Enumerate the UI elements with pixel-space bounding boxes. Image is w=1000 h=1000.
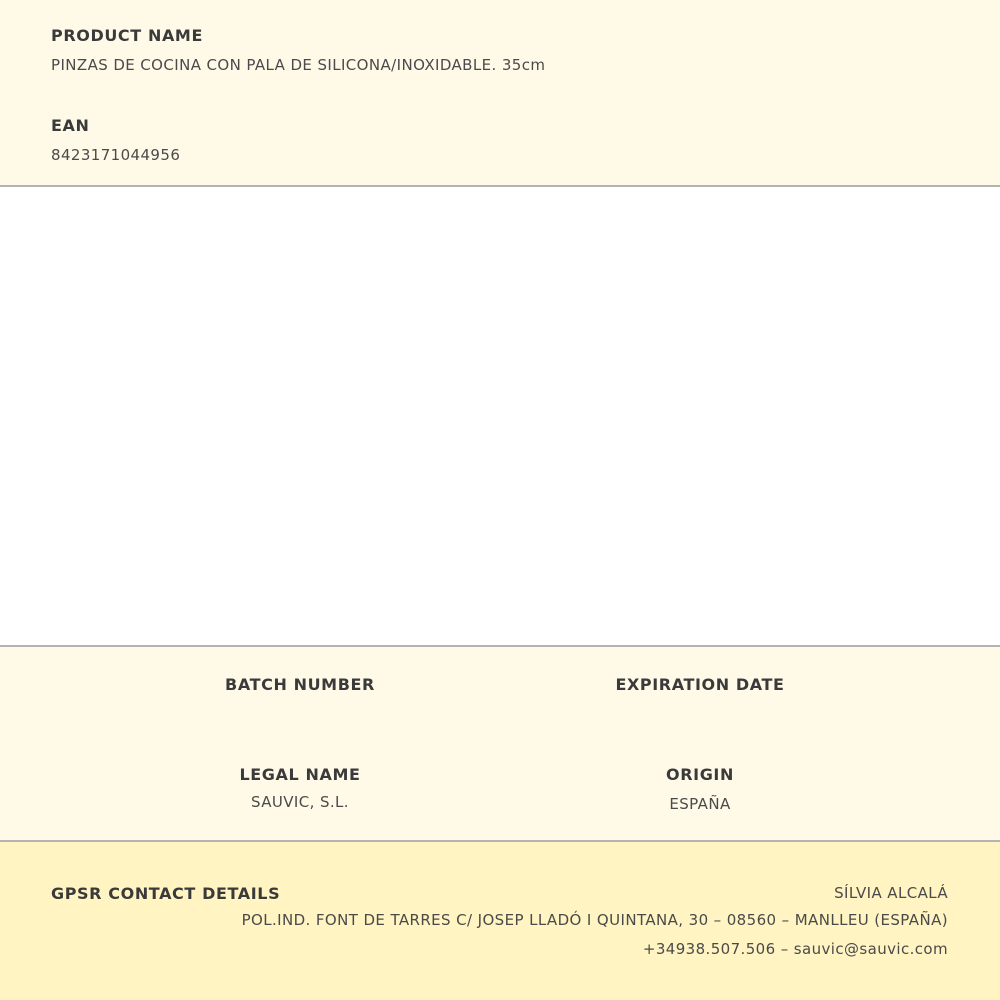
legal-name-label: LEGAL NAME bbox=[239, 765, 361, 784]
details-section bbox=[0, 645, 1000, 842]
gpsr-phone-email: +34938.507.506 – sauvic@sauvic.com bbox=[642, 940, 948, 958]
blank-area bbox=[0, 187, 1000, 645]
origin-value: ESPAÑA bbox=[669, 795, 731, 813]
origin-label: ORIGIN bbox=[666, 765, 734, 784]
legal-name-value: SAUVIC, S.L. bbox=[251, 793, 349, 811]
ean-label: EAN bbox=[51, 116, 90, 135]
product-name-label: PRODUCT NAME bbox=[51, 26, 203, 45]
gpsr-label: GPSR CONTACT DETAILS bbox=[51, 884, 281, 903]
expiration-date-label: EXPIRATION DATE bbox=[615, 675, 785, 694]
ean-value: 8423171044956 bbox=[51, 146, 181, 164]
gpsr-contact-name: SÍLVIA ALCALÁ bbox=[834, 884, 948, 902]
gpsr-address: POL.IND. FONT DE TARRES C/ JOSEP LLADÓ I QUINTANA, 30 – 08560 – MANLLEU (ESPAÑA) bbox=[241, 911, 948, 929]
product-name-value: PINZAS DE COCINA CON PALA DE SILICONA/INOXIDABLE. 35cm bbox=[51, 56, 546, 74]
gpsr-section bbox=[0, 842, 1000, 1000]
batch-number-label: BATCH NUMBER bbox=[225, 675, 375, 694]
product-section bbox=[0, 0, 1000, 187]
